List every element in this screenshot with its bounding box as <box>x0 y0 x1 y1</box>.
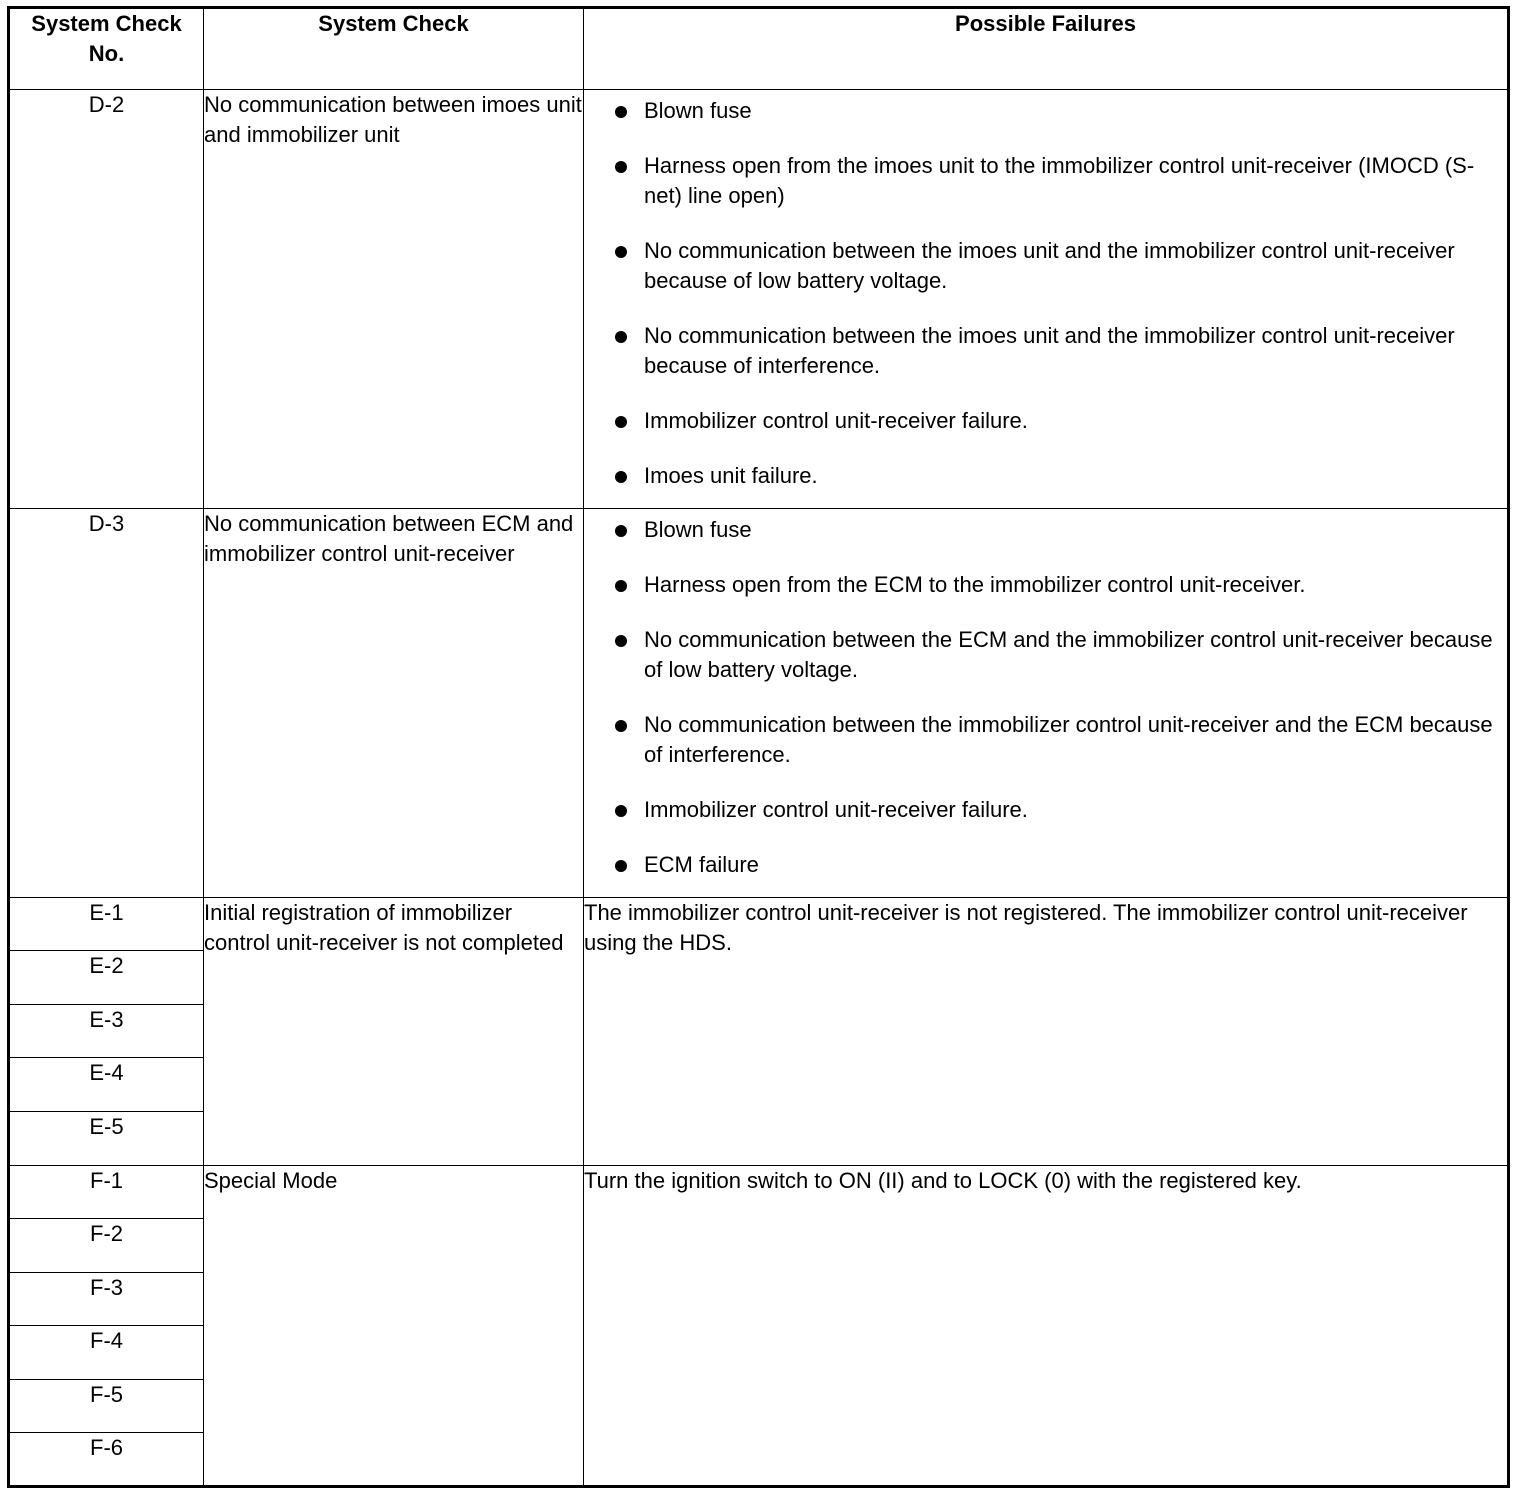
list-item: Imoes unit failure. <box>612 461 1507 491</box>
table-row-d3 <box>9 509 1509 898</box>
system-check-text: Initial registration of immobilizer control unit-receiver is not completed <box>204 898 584 1166</box>
failure-list <box>584 509 1507 880</box>
possible-failures-text: The immobilizer control unit-receiver is not registered. The immobilizer control unit-receiver using the HDS. <box>584 898 1509 1166</box>
table-row-e1 <box>9 898 1509 951</box>
list-item: No communication between the imoes unit and the immobilizer control unit-receiver because of interference. <box>612 321 1507 381</box>
possible-failures-cell <box>584 90 1509 509</box>
system-check-text: Special Mode <box>204 1166 584 1487</box>
check-no: F-2 <box>9 1219 204 1273</box>
list-item: ECM failure <box>612 850 1507 880</box>
table-row-d2 <box>9 90 1509 509</box>
system-check-text: No communication between imoes unit and immobilizer unit <box>204 90 584 509</box>
check-no: F-1 <box>9 1166 204 1219</box>
check-no: E-5 <box>9 1112 204 1166</box>
possible-failures-cell <box>584 509 1509 898</box>
header-no-line1: System Check <box>31 11 182 36</box>
check-no: F-6 <box>9 1433 204 1487</box>
list-item: Immobilizer control unit-receiver failure. <box>612 406 1507 436</box>
check-no: D-2 <box>9 90 204 509</box>
check-no: F-5 <box>9 1380 204 1433</box>
list-item: No communication between the ECM and the immobilizer control unit-receiver because of low battery voltage. <box>612 625 1507 685</box>
header-system-check-no <box>9 8 204 90</box>
check-no: F-3 <box>9 1273 204 1326</box>
header-possible-failures: Possible Failures <box>584 8 1509 90</box>
list-item: No communication between the immobilizer control unit-receiver and the ECM because of interference. <box>612 710 1507 770</box>
system-check-table <box>7 6 1510 1488</box>
check-no: E-3 <box>9 1005 204 1058</box>
check-no: E-1 <box>9 898 204 951</box>
list-item: Blown fuse <box>612 96 1507 126</box>
list-item: Blown fuse <box>612 515 1507 545</box>
system-check-text: No communication between ECM and immobilizer control unit-receiver <box>204 509 584 898</box>
table-row-f1 <box>9 1166 1509 1219</box>
check-no: E-2 <box>9 951 204 1005</box>
check-no: F-4 <box>9 1326 204 1380</box>
list-item: Harness open from the imoes unit to the immobilizer control unit-receiver (IMOCD (S-net) line open) <box>612 151 1507 211</box>
list-item: Harness open from the ECM to the immobilizer control unit-receiver. <box>612 570 1507 600</box>
header-system-check: System Check <box>204 8 584 90</box>
check-no: E-4 <box>9 1058 204 1112</box>
list-item: Immobilizer control unit-receiver failure. <box>612 795 1507 825</box>
check-no: D-3 <box>9 509 204 898</box>
header-row <box>9 8 1509 90</box>
list-item: No communication between the imoes unit and the immobilizer control unit-receiver because of low battery voltage. <box>612 236 1507 296</box>
header-no-line2: No. <box>88 41 125 66</box>
possible-failures-text: Turn the ignition switch to ON (II) and to LOCK (0) with the registered key. <box>584 1166 1509 1487</box>
failure-list <box>584 90 1507 491</box>
